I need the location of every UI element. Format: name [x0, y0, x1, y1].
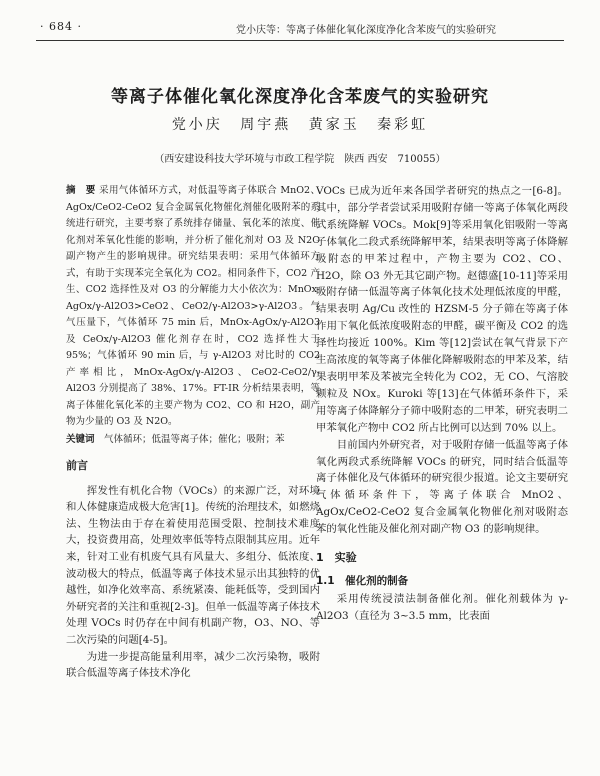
abstract — [66, 183, 320, 431]
keywords-label: 关键词 — [66, 433, 95, 445]
subsection-heading: 1.1 催化剂的制备 — [316, 574, 409, 587]
body-paragraph: VOCs 已成为近年来各国学者研究的热点之一[6-8]。其中，部分学者尝试采用吸附存储一等离子体氧化两段式系统降解 VOCs。Mok[9]等采用氧化铝吸附一等离子体氧化二段式系统降解甲苯，结果表明等离子体降解吸附态的甲苯过程中，产物主要为 CO2、CO、H2O，除 O3 外无其它副产物。赵德盛[10-11]等采用吸附存储一低温等离子体氧化技术处理低浓度的甲醛，结果表明 Ag/Cu 改性的 HZSM-5 分子筛在等离子体作用下氧化低浓度吸附态的甲醛，碳平衡及 CO2 的选择性均接近 100%。Kim 等[12]尝试在氧气背景下产生高浓度的氧等离子体催化降解吸附态的甲苯及苯，结果表明甲苯及苯被完全转化为 CO2，无 CO、气溶胶颗粒及 NOx。Kuroki 等[13]在气体循环条件下，采用等离子体降解分子筛中吸附态的二甲苯，研究表明二甲苯氧化产物中 CO2 所占比例可以达到 70% 以上。 — [316, 185, 568, 434]
abstract-label: 摘 要 — [66, 185, 96, 196]
author-name: 黄家玉 — [308, 117, 360, 133]
article-title: 等离子体催化氧化深度净化含苯废气的实验研究 — [111, 87, 489, 107]
author-list — [0, 114, 600, 134]
body-paragraph: 目前国内外研究者，对于吸附存储一低温等离子体氧化两段式系统降解 VOCs 的研究，同时结合低温等离子体催化及气体循环的研究很少报道。论文主要研究气体循环条件下，等离子体联合 MnO2、AgOx/CeO2-CeO2 复合金属氧化物催化剂对吸附态苯的氧化性能及催化剂对副产物 O3 的影响规律。 — [316, 438, 568, 536]
section-heading: 1 实验 — [316, 551, 357, 565]
author-name: 周宇燕 — [240, 117, 292, 133]
page-number: · 684 · — [40, 20, 82, 33]
right-column — [316, 183, 568, 625]
keywords-text: 气体循环；低温等离子体；催化；吸附；苯 — [104, 433, 285, 445]
left-column — [66, 183, 320, 682]
running-header — [36, 18, 564, 41]
abstract-text: 采用气体循环方式，对低温等离子体联合 MnO2、AgOx/CeO2-CeO2 复合金属氧化物催化剂催化吸附苯的系统进行研究，主要考察了系统排存储量、氧化苯的浓度、催化剂对苯氧化性能的影响，并分析了催化剂对 O3 及 N2O 副产物产生的影响规律。研究结果表明：采用气体循环方式，有助于实现苯完全氧化为 CO2。相同条件下，CO2 产生、CO2 选择性及对 O3 的分解能力大小依次为：MnOx-AgOx/γ-Al2O3>CeO2、CeO2/γ-Al2O3>γ-Al2O3。气气压量下，气体循环 75 min 后，MnOx-AgOx/γ-Al2O3 及 CeOx/γ-Al2O3 催化剂存在时，CO2 选择性大于 95%；气体循环 90 min 后，与 γ-Al2O3 对比时的 CO2 产率相比，MnOx-AgOx/γ-Al2O3、CeO2-CeO2/γ-Al2O3 分别提高了 38%、17%。FT-IR 分析结果表明，等离子体催化氧化苯的主要产物为 CO2、CO 和 H2O，副产物为少量的 O3 及 N2O。 — [66, 185, 320, 427]
author-name: 秦彩虹 — [377, 117, 429, 133]
affiliation: （西安建设科技大学环境与市政工程学院 陕西 西安 710055） — [154, 154, 446, 165]
keywords — [66, 432, 320, 449]
author-name: 党小庆 — [171, 117, 223, 133]
running-title: 党小庆等：等离子体催化氧化深度净化含苯废气的实验研究 — [236, 25, 496, 36]
intro-paragraph: 挥发性有机化合物（VOCs）的来源广泛，对环境和人体健康造成极大危害[1]。传统的治理技术，如燃烧法、生物法由于存在着使用范围受限、控制技术难度大，投资费用高，处理效率低等特点限制其应用。近年来，针对工业有机废气具有风量大、多组分、低浓度、波动极大的特点，低温等离子体技术显示出其独特的优越性，如净化效率高、系统紧凑、能耗低等，受到国内外研究者的关注和重视[2-3]。但单一低温等离子体技术处理 VOCs 时仍存在中间有机副产物，O3、NO、等二次污染的问题[4-5]。 — [66, 484, 320, 646]
intro-heading: 前言 — [66, 459, 88, 472]
body-paragraph: 采用传统浸渍法制备催化剂。催化剂载体为 γ-Al2O3（直径为 3~3.5 mm，比表面 — [316, 593, 568, 623]
intro-paragraph: 为进一步提高能量利用率，减少二次污染物，吸附联合低温等离子体技术净化 — [66, 650, 320, 680]
